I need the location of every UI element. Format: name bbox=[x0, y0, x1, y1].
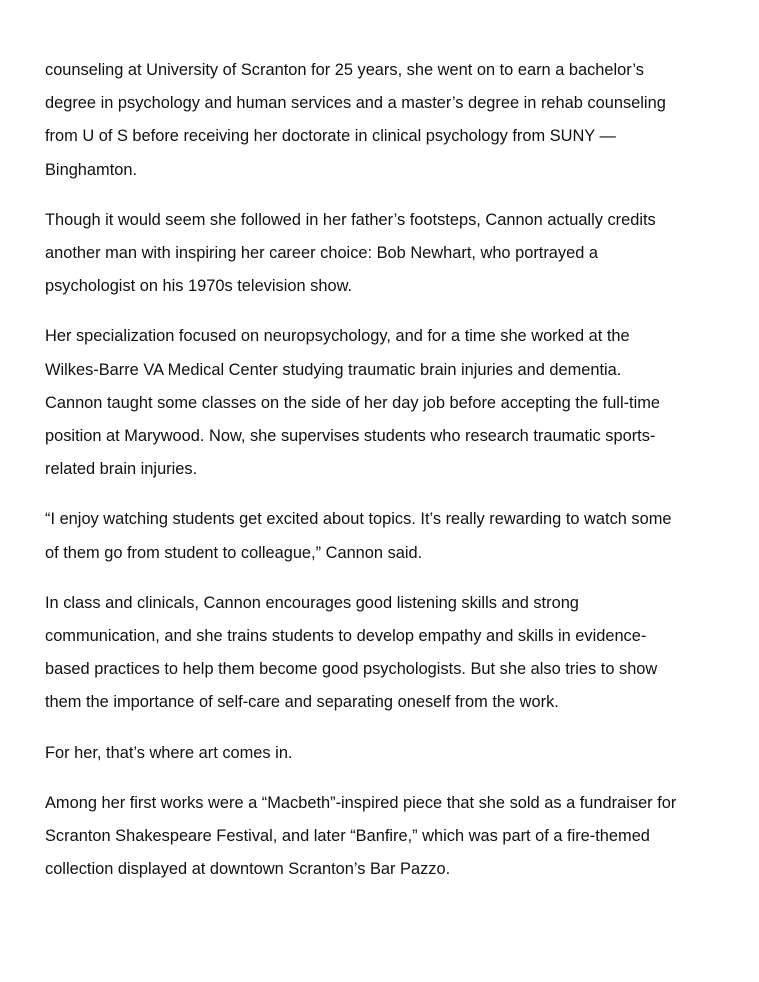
text-line: another man with inspiring her career choice: Bob Newhart, who portrayed a bbox=[45, 244, 599, 263]
paragraph bbox=[45, 787, 735, 887]
text-line: based practices to help them become good psychologists. But she also tries to show bbox=[45, 660, 658, 679]
text-line: related brain injuries. bbox=[45, 460, 198, 479]
text-line: of them go from student to colleague,” Cannon said. bbox=[45, 543, 423, 562]
text-line: counseling at University of Scranton for 25 years, she went on to earn a bachelor’s bbox=[45, 61, 644, 79]
text-line: position at Marywood. Now, she supervises students who research traumatic sports- bbox=[45, 427, 656, 446]
article-body bbox=[45, 54, 735, 903]
text-line: In class and clinicals, Cannon encourages good listening skills and strong bbox=[45, 593, 579, 612]
text-line: Wilkes-Barre VA Medical Center studying traumatic brain injuries and dementia. bbox=[45, 360, 622, 379]
text-line: Among her first works were a “Macbeth”-inspired piece that she sold as a fundraiser for bbox=[45, 793, 677, 812]
paragraph bbox=[45, 204, 735, 304]
text-line: degree in psychology and human services and a master’s degree in rehab counseling bbox=[45, 94, 666, 113]
text-line: collection displayed at downtown Scranton’s Bar Pazzo. bbox=[45, 860, 451, 879]
text-line: Though it would seem she followed in her father’s footsteps, Cannon actually credits bbox=[45, 210, 656, 229]
text-line: “I enjoy watching students get excited about topics. It’s really rewarding to watch some bbox=[45, 510, 672, 529]
text-line: Cannon taught some classes on the side of her day job before accepting the full-time bbox=[45, 393, 661, 412]
paragraph bbox=[45, 503, 735, 569]
text-line: For her, that’s where art comes in. bbox=[45, 743, 293, 762]
text-line: communication, and she trains students to develop empathy and skills in evidence- bbox=[45, 627, 647, 646]
paragraph bbox=[45, 54, 735, 187]
text-line: Her specialization focused on neuropsychology, and for a time she worked at the bbox=[45, 327, 630, 346]
text-line: psychologist on his 1970s television show. bbox=[45, 277, 353, 296]
paragraph bbox=[45, 320, 735, 486]
text-line: from U of S before receiving her doctorate in clinical psychology from SUNY — bbox=[45, 127, 616, 146]
text-line: Scranton Shakespeare Festival, and later “Banfire,” which was part of a fire-themed bbox=[45, 827, 650, 846]
paragraph bbox=[45, 587, 735, 720]
text-line: them the importance of self-care and separating oneself from the work. bbox=[45, 693, 559, 712]
text-line: Binghamton. bbox=[45, 160, 138, 179]
paragraph bbox=[45, 737, 735, 770]
